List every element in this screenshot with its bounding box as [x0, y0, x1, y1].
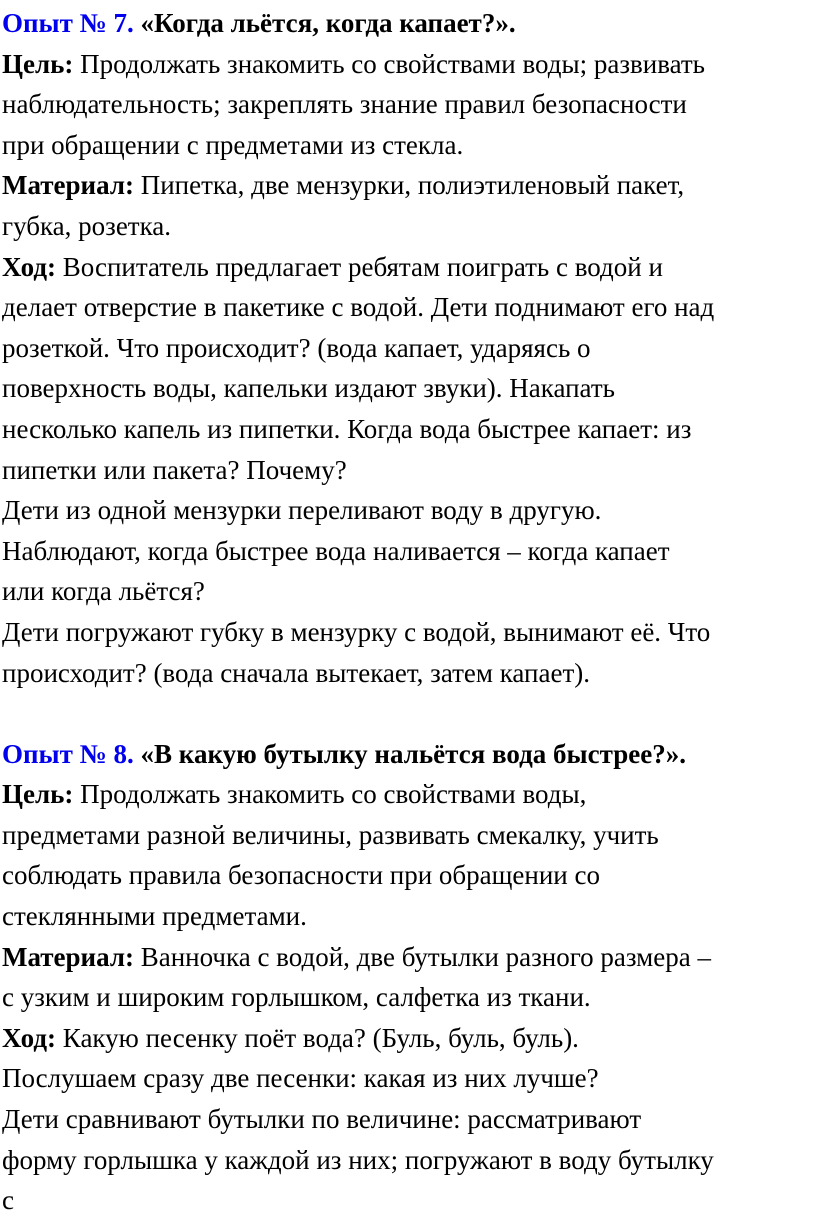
exp8-goal-line-2: предметами разной величины, развивать смекалку, учить — [2, 819, 659, 850]
exp8-number: Опыт № 8. — [2, 738, 134, 769]
exp8-goal-label: Цель: — [2, 779, 74, 810]
exp7-course-line-1 — [2, 247, 812, 288]
exp7-course-line-7: Дети из одной мензурки переливают воду в другую. — [2, 495, 602, 526]
exp7-course-text: Воспитатель предлагает ребятам поиграть с водой и — [62, 251, 663, 282]
exp8-goal-text: Продолжать знакомить со свойствами воды, — [80, 779, 587, 810]
exp8-course-text: Какую песенку поёт вода? (Буль, буль, буль). — [62, 1022, 579, 1053]
exp8-course-line-1 — [2, 1018, 812, 1059]
exp8-material-line-2: с узким и широким горлышком, салфетка из ткани. — [2, 982, 591, 1013]
exp7-course-line-4: поверхность воды, капельки издают звуки). Накапать — [2, 373, 615, 404]
exp8-goal-line-3: соблюдать правила безопасности при обращении со — [2, 860, 600, 891]
exp8-material-label: Материал: — [2, 941, 134, 972]
exp8-goal-line-4: стеклянными предметами. — [2, 901, 307, 932]
exp7-course-line-11: происходит? (вода сначала вытекает, затем капает). — [2, 657, 591, 688]
exp8-heading — [2, 734, 812, 775]
exp8-title: «В какую бутылку нальётся вода быстрее?». — [140, 738, 686, 769]
exp8-course-line-3: Дети сравнивают бутылки по величине: рассматривают — [2, 1104, 642, 1135]
exp7-goal-line-2: наблюдательность; закреплять знание правил безопасности — [2, 89, 687, 120]
exp7-material-line-2: губка, розетка. — [2, 210, 172, 241]
exp8-course-line-4: форму горлышка у каждой из них; погружают в воду бутылку — [2, 1144, 714, 1175]
exp8-material-text: Ванночка с водой, две бутылки разного размера – — [140, 941, 711, 972]
exp7-number: Опыт № 7. — [2, 8, 134, 38]
exp8-material-line-1 — [2, 937, 812, 978]
exp8-course-line-5: с — [2, 1185, 14, 1216]
exp7-material-line-1 — [2, 165, 812, 206]
exp7-material-text: Пипетка, две мензурки, полиэтиленовый пакет, — [140, 170, 685, 201]
exp7-course-line-9: или когда льётся? — [2, 576, 205, 607]
exp7-goal-line-1 — [2, 44, 812, 85]
exp8-course-line-2: Послушаем сразу две песенки: какая из них лучше? — [2, 1063, 599, 1094]
exp7-course-line-6: пипетки или пакета? Почему? — [2, 454, 347, 485]
exp7-title: «Когда льётся, когда капает?». — [140, 8, 516, 38]
exp7-course-label: Ход: — [2, 251, 57, 282]
exp7-goal-text: Продолжать знакомить со свойствами воды; развивать — [80, 48, 705, 79]
exp7-course-line-5: несколько капель из пипетки. Когда вода быстрее капает: из — [2, 413, 692, 444]
exp7-goal-label: Цель: — [2, 48, 74, 79]
exp8-course-label: Ход: — [2, 1022, 57, 1053]
exp7-course-line-3: розеткой. Что происходит? (вода капает, ударяясь о — [2, 332, 591, 363]
section-spacer — [2, 693, 812, 734]
exp7-heading — [2, 3, 812, 44]
exp7-goal-line-3: при обращении с предметами из стекла. — [2, 129, 464, 160]
exp7-course-line-2: делает отверстие в пакетике с водой. Дети поднимают его над — [2, 292, 715, 323]
exp7-course-line-8: Наблюдают, когда быстрее вода наливается – когда капает — [2, 535, 670, 566]
exp7-course-line-10: Дети погружают губку в мензурку с водой, вынимают её. Что — [2, 616, 711, 647]
exp8-goal-line-1 — [2, 774, 812, 815]
exp7-material-label: Материал: — [2, 170, 134, 201]
